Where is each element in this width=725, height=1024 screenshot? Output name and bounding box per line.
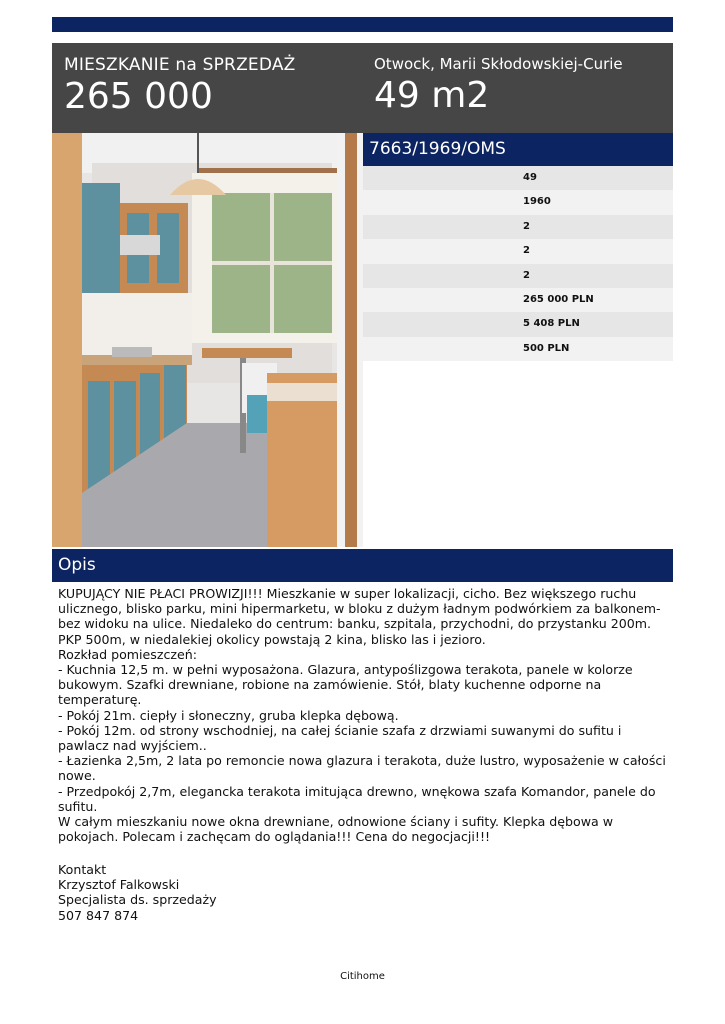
- description-paragraph: - Łazienka 2,5m, 2 lata po remoncie nowa glazura i terakota, duże lustro, wyposażenie w całości nowe.: [58, 753, 666, 784]
- top-accent-bar: [52, 17, 673, 32]
- param-row: 265 000 PLN: [363, 288, 673, 312]
- footer-brand: Citihome: [340, 971, 385, 982]
- description-paragraph: Rozkład pomieszczeń:: [58, 646, 197, 662]
- description-paragraph: - Pokój 12m. od strony wschodniej, na całej ścianie szafa z drzwiami suwanymi do sufitu i pawlacz nad wyjściem..: [58, 722, 622, 754]
- param-row: 1960: [363, 190, 673, 214]
- param-row: 2: [363, 264, 673, 288]
- param-row: 2: [363, 239, 673, 263]
- contact-heading: Kontakt: [58, 862, 107, 877]
- description-heading: Opis: [52, 549, 673, 582]
- reference-number: 7663/1969/OMS: [363, 133, 673, 166]
- description-paragraph: - Kuchnia 12,5 m. w pełni wyposażona. Glazura, antypoślizgowa terakota, panele w kolorze bukowym. Szafki drewniane, robione na zamówienie. Stół, blaty kuchenne odporne na temperaturę.: [58, 662, 633, 708]
- contact-name: Krzysztof Falkowski: [58, 877, 180, 893]
- listing-header: [52, 43, 673, 133]
- property-photo: [52, 133, 363, 547]
- listing-price: 265 000: [64, 76, 213, 117]
- contact-role: Specjalista ds. sprzedaży: [58, 892, 217, 908]
- listing-area: 49 m2: [374, 75, 490, 116]
- param-row: 2: [363, 215, 673, 239]
- param-row: 500 PLN: [363, 337, 673, 361]
- description-paragraph: KUPUJĄCY NIE PŁACI PROWIZJI!!! Mieszkanie w super lokalizacji, cicho. Bez większego ruchu ulicznego, blisko parku, mini hipermarketu, w bloku z dużym ładnym podwórkiem za balkonem-bez widoku na ulice. Niedaleko do centrum: banku, szpitala, przychodni, do przystanku 200m. PKP 500m, w niedalekiej okolicy powstają 2 kina, blisko las i jezioro.: [58, 586, 661, 647]
- description-paragraph: - Przedpokój 2,7m, elegancka terakota imitująca drewno, wnękowa szafa Komandor, panele do sufitu.: [58, 783, 656, 814]
- contact-block: [58, 862, 217, 923]
- header-left: [64, 55, 296, 117]
- description-paragraph: - Pokój 21m. ciepły i słoneczny, gruba klepka dębową.: [58, 707, 399, 723]
- param-row: 5 408 PLN: [363, 312, 673, 336]
- header-right: [374, 55, 623, 116]
- param-row: 49: [363, 166, 673, 190]
- listing-address: Otwock, Marii Skłodowskiej-Curie: [374, 55, 623, 73]
- params-table: [363, 166, 673, 361]
- description-paragraph: W całym mieszkaniu nowe okna drewniane, odnowione ściany i sufity. Klepka dębowa w pokojach. Polecam i zachęcam do oglądania!!! Cena do negocjacji!!!: [58, 814, 614, 845]
- contact-phone: 507 847 874: [58, 907, 139, 923]
- listing-type: MIESZKANIE na SPRZEDAŻ: [64, 55, 296, 75]
- description-text: [58, 586, 670, 844]
- kitchen-photo-illustration: [52, 133, 363, 547]
